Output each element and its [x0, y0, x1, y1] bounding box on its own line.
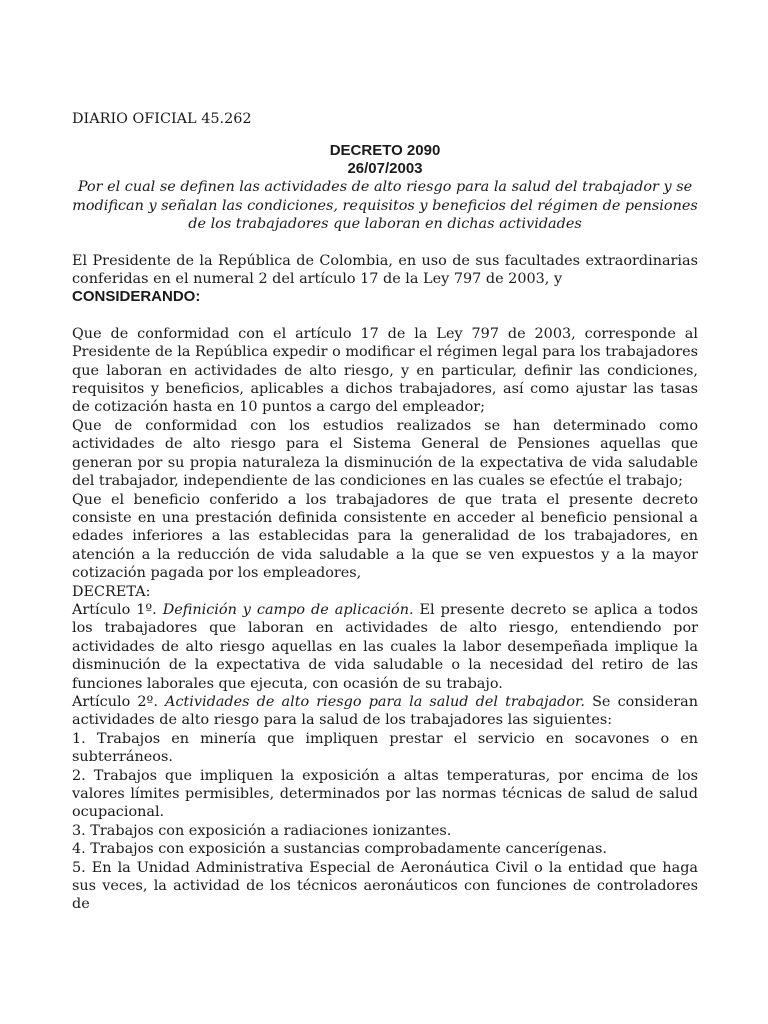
preamble-intro: El Presidente de la República de Colombia, en uso de sus facultades extraordinarias conferidas en el numeral 2 del artículo 17 de la Ley 797 de 2003, y	[72, 252, 698, 288]
considerando-heading: CONSIDERANDO:	[72, 288, 201, 306]
diario-oficial-header: DIARIO OFICIAL 45.262	[72, 111, 252, 127]
consideration-3: Que el beneficio conferido a los trabajadores de que trata el presente decreto consiste en una prestación definida consistente en acceder al beneficio pensional a edades inferiores a las establecidas para la generalidad de los trabajadores, en atención a la reducción de vida saludable a la que se ven expuestos y a la mayor cotización pagada por los empleadores,	[72, 491, 698, 582]
document-page	[72, 110, 698, 914]
decree-date: 26/07/2003	[347, 160, 423, 178]
decree-description: Por el cual se definen las actividades de alto riesgo para la salud del trabajador y se modifican y señalan las condiciones, requisitos y beneficios del régimen de pensiones de los trabajadores que laboran en dichas actividades	[72, 179, 698, 233]
consideration-1: Que de conformidad con el artículo 17 de la Ley 797 de 2003, corresponde al Presidente de la República expedir o modificar el régimen legal para los trabajadores que laboran en actividades de alto riesgo, y en particular, definir las condiciones, requisitos y beneficios, aplicables a dichos trabajadores, así como ajustar las tasas de cotización hasta en 10 puntos a cargo del empleador;	[72, 325, 698, 416]
article-2-label: Artículo 2º.	[72, 693, 158, 710]
decreta-heading: DECRETA:	[72, 583, 151, 600]
list-item: 4. Trabajos con exposición a sustancias comprobadamente cancerígenas.	[72, 841, 608, 858]
article-1-label: Artículo 1º.	[72, 601, 157, 618]
article-2-text: Se consideran actividades de alto riesgo para la salud de los trabajadores las siguientes:	[72, 693, 699, 729]
list-item: 3. Trabajos con exposición a radiaciones ionizantes.	[72, 822, 452, 839]
article-1-text: El presente decreto se aplica a todos los trabajadores que laboran en actividades de alto riesgo, entendiendo por actividades de alto riesgo aquellas en las cuales la labor desempeñada implique la disminución de la expectativa de vida saludable o la necesidad del retiro de las funciones laborales que ejecuta, con ocasión de su trabajo.	[72, 601, 699, 692]
consideration-2: Que de conformidad con los estudios realizados se han determinado como actividades de alto riesgo para el Sistema General de Pensiones aquellas que generan por su propia naturaleza la disminución de la expectativa de vida saludable del trabajador, independiente de las condiciones en las cuales se efectúe el trabajo;	[72, 417, 698, 490]
article-1	[72, 601, 698, 693]
article-2	[72, 693, 698, 730]
spacer	[72, 307, 698, 325]
list-item: 1. Trabajos en minería que impliquen prestar el servicio en socavones o en subterráneos.	[72, 730, 698, 766]
article-1-heading: Definición y campo de aplicación.	[162, 601, 414, 618]
list-item: 2. Trabajos que impliquen la exposición a altas temperaturas, por encima de los valores límites permisibles, determinados por las normas técnicas de salud de salud ocupacional.	[72, 767, 698, 821]
article-2-heading: Actividades de alto riesgo para la salud del trabajador.	[165, 693, 585, 710]
list-item: 5. En la Unidad Administrativa Especial de Aeronáutica Civil o la entidad que haga sus veces, la actividad de los técnicos aeronáuticos con funciones de controladores de	[72, 859, 698, 913]
decree-title: DECRETO 2090	[329, 142, 441, 160]
